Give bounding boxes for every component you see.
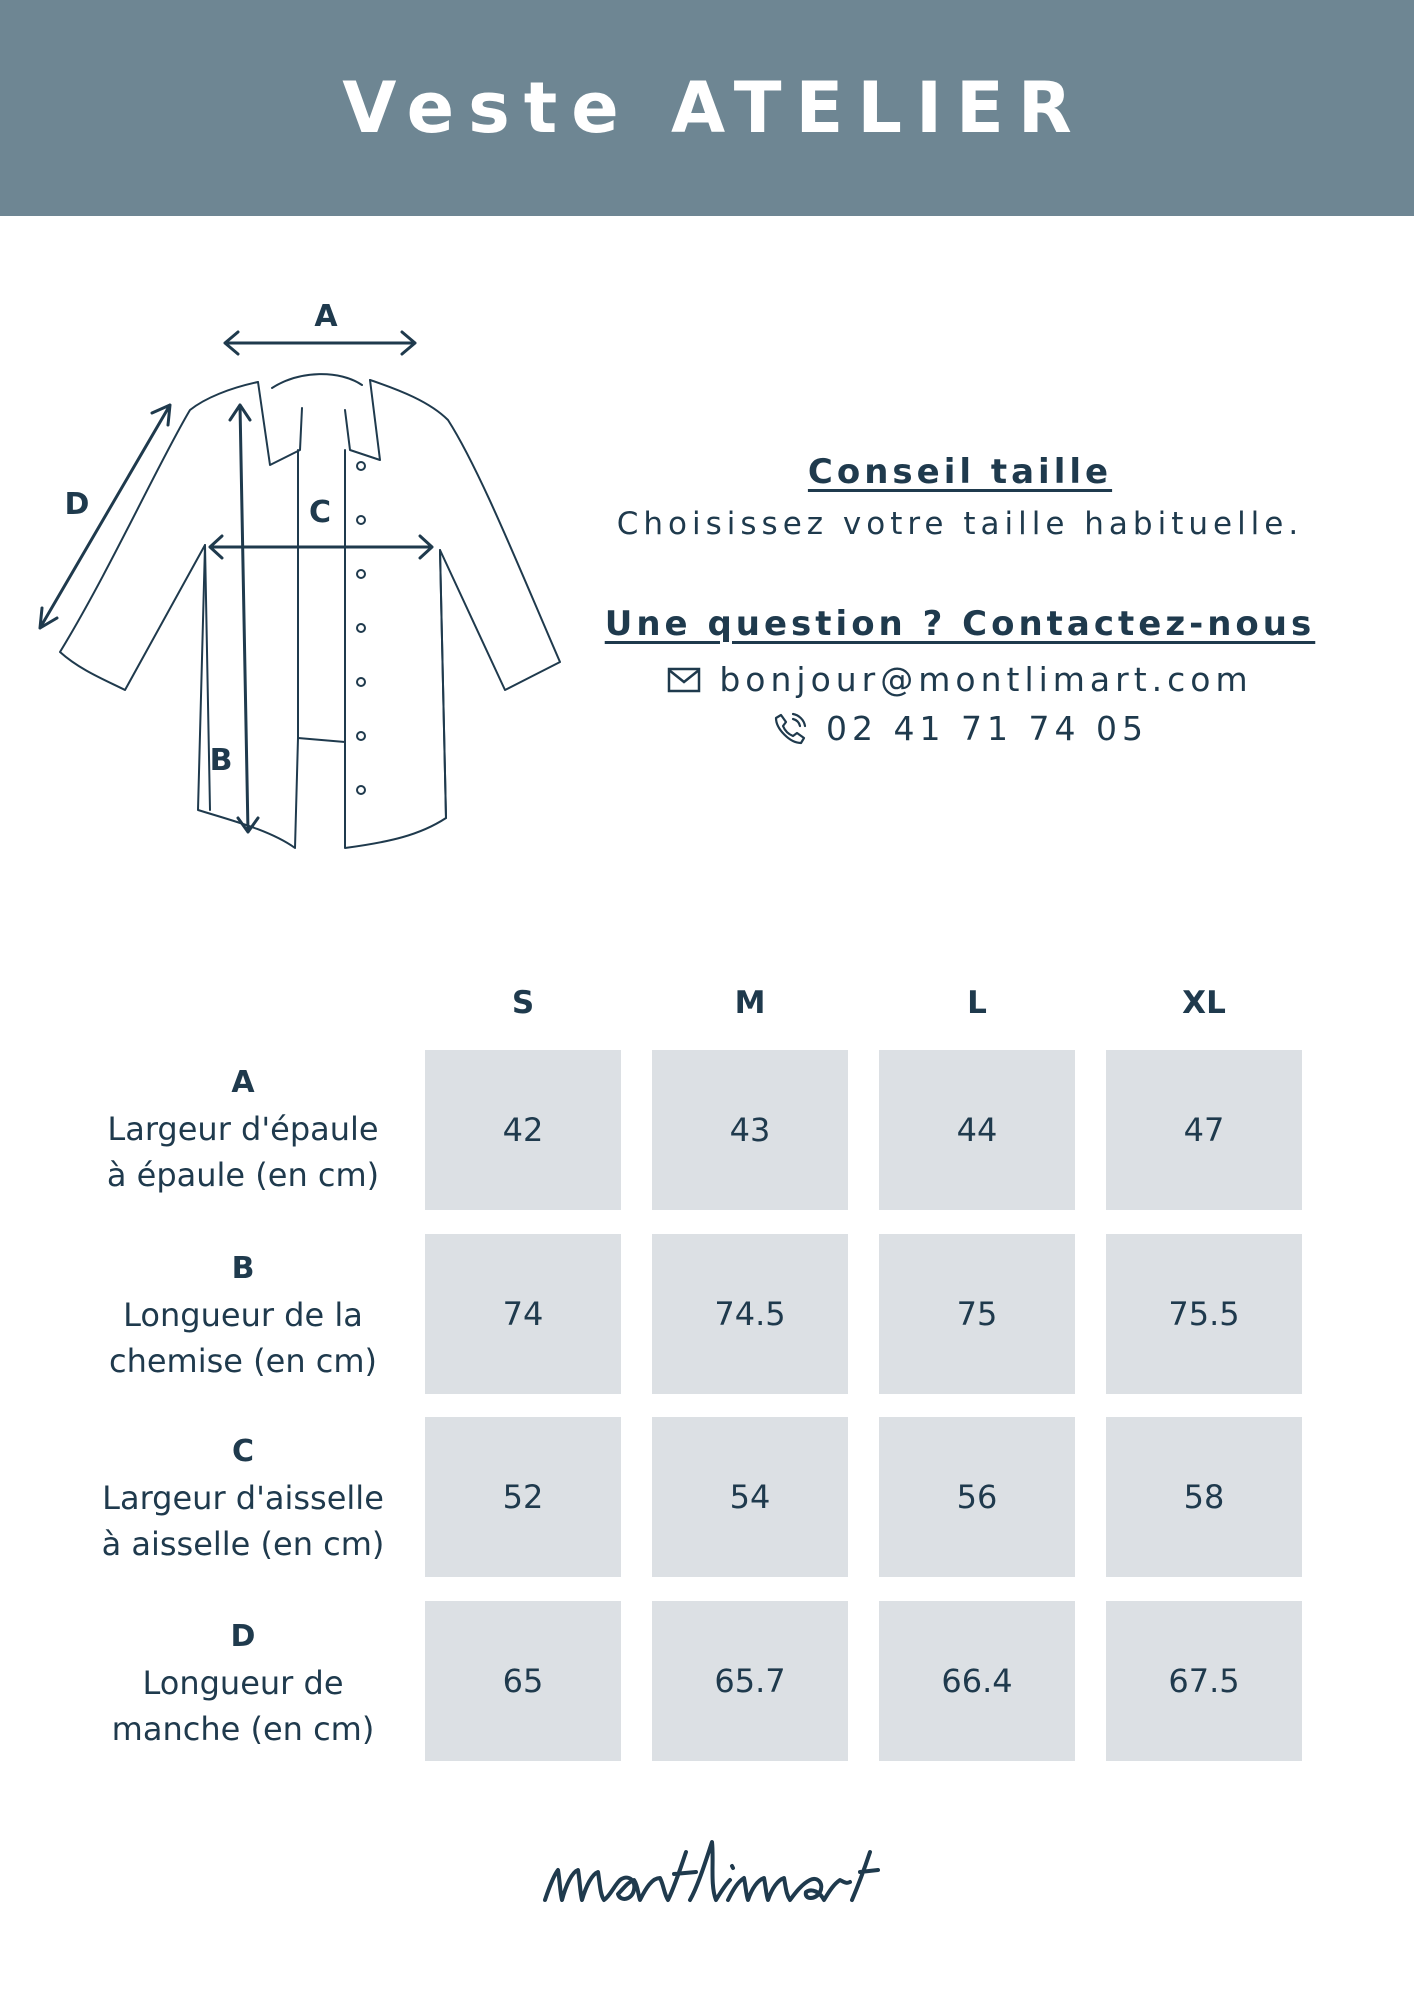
- row-desc-line1: Largeur d'épaule: [107, 1110, 379, 1148]
- button: [357, 462, 365, 470]
- button: [357, 678, 365, 686]
- size-advice: [600, 452, 1320, 748]
- size-header-m: M: [734, 985, 766, 1021]
- phone-number[interactable]: 02 41 71 74 05: [826, 709, 1148, 748]
- contact-heading: Une question ? Contactez-nous: [604, 604, 1316, 644]
- table-cell: 47: [1106, 1050, 1302, 1210]
- advice-text: Choisissez votre taille habituelle.: [616, 506, 1304, 542]
- contact-phone[interactable]: [600, 709, 1320, 748]
- table-cell: 42: [425, 1050, 621, 1210]
- row-label-c: [70, 1429, 416, 1567]
- arrow-d: [40, 405, 170, 628]
- button: [357, 786, 365, 794]
- page-title: Veste ATELIER: [342, 67, 1086, 149]
- table-cell: 43: [652, 1050, 848, 1210]
- row-desc-line1: Longueur de: [142, 1664, 344, 1702]
- row-desc-line1: Largeur d'aisselle: [102, 1479, 384, 1517]
- collar-right: [345, 380, 380, 460]
- jacket-illustration: [0, 270, 620, 890]
- row-label-a: [70, 1060, 416, 1198]
- jacket-outline: [60, 380, 560, 848]
- table-cell: 74.5: [652, 1234, 848, 1394]
- row-desc-line1: Longueur de la: [123, 1296, 363, 1334]
- table-cell: 66.4: [879, 1601, 1075, 1761]
- button: [357, 516, 365, 524]
- row-desc-line2: à épaule (en cm): [106, 1156, 380, 1194]
- row-desc-line2: manche (en cm): [111, 1710, 375, 1748]
- size-header-l: L: [967, 985, 987, 1021]
- label-d: D: [64, 487, 90, 522]
- row-letter: B: [231, 1251, 255, 1286]
- row-label-d: [70, 1614, 416, 1752]
- table-cell: 58: [1106, 1417, 1302, 1577]
- table-cell: 52: [425, 1417, 621, 1577]
- table-cell: 56: [879, 1417, 1075, 1577]
- size-header-s: S: [511, 985, 535, 1021]
- jacket-diagram: [0, 270, 620, 890]
- table-cell: 65: [425, 1601, 621, 1761]
- button-row: [357, 462, 365, 794]
- neck-curve: [272, 374, 362, 388]
- table-cell: 74: [425, 1234, 621, 1394]
- row-desc-line2: chemise (en cm): [108, 1342, 378, 1380]
- header-banner: [0, 0, 1414, 216]
- collar: [258, 382, 302, 465]
- row-letter: A: [231, 1065, 255, 1100]
- table-cell: 44: [879, 1050, 1075, 1210]
- montlimart-logo: [540, 1830, 880, 1920]
- button: [357, 570, 365, 578]
- arrow-b: [230, 405, 258, 832]
- row-letter: D: [230, 1619, 256, 1654]
- row-desc-line2: à aisselle (en cm): [101, 1525, 385, 1563]
- advice-heading: Conseil taille: [807, 452, 1113, 492]
- row-label-b: [70, 1246, 416, 1384]
- label-b: B: [209, 743, 233, 778]
- email-address[interactable]: bonjour@montlimart.com: [719, 660, 1253, 699]
- phone-icon: [772, 711, 808, 747]
- button: [357, 624, 365, 632]
- table-cell: 54: [652, 1417, 848, 1577]
- table-cell: 65.7: [652, 1601, 848, 1761]
- button: [357, 732, 365, 740]
- row-letter: C: [231, 1434, 255, 1469]
- envelope-icon: [667, 667, 701, 693]
- table-cell: 67.5: [1106, 1601, 1302, 1761]
- label-c: C: [308, 495, 332, 530]
- table-cell: 75.5: [1106, 1234, 1302, 1394]
- size-header-xl: XL: [1182, 985, 1226, 1021]
- arrow-a: [225, 332, 415, 354]
- contact-email[interactable]: [600, 660, 1320, 699]
- label-a: A: [314, 299, 338, 334]
- table-cell: 75: [879, 1234, 1075, 1394]
